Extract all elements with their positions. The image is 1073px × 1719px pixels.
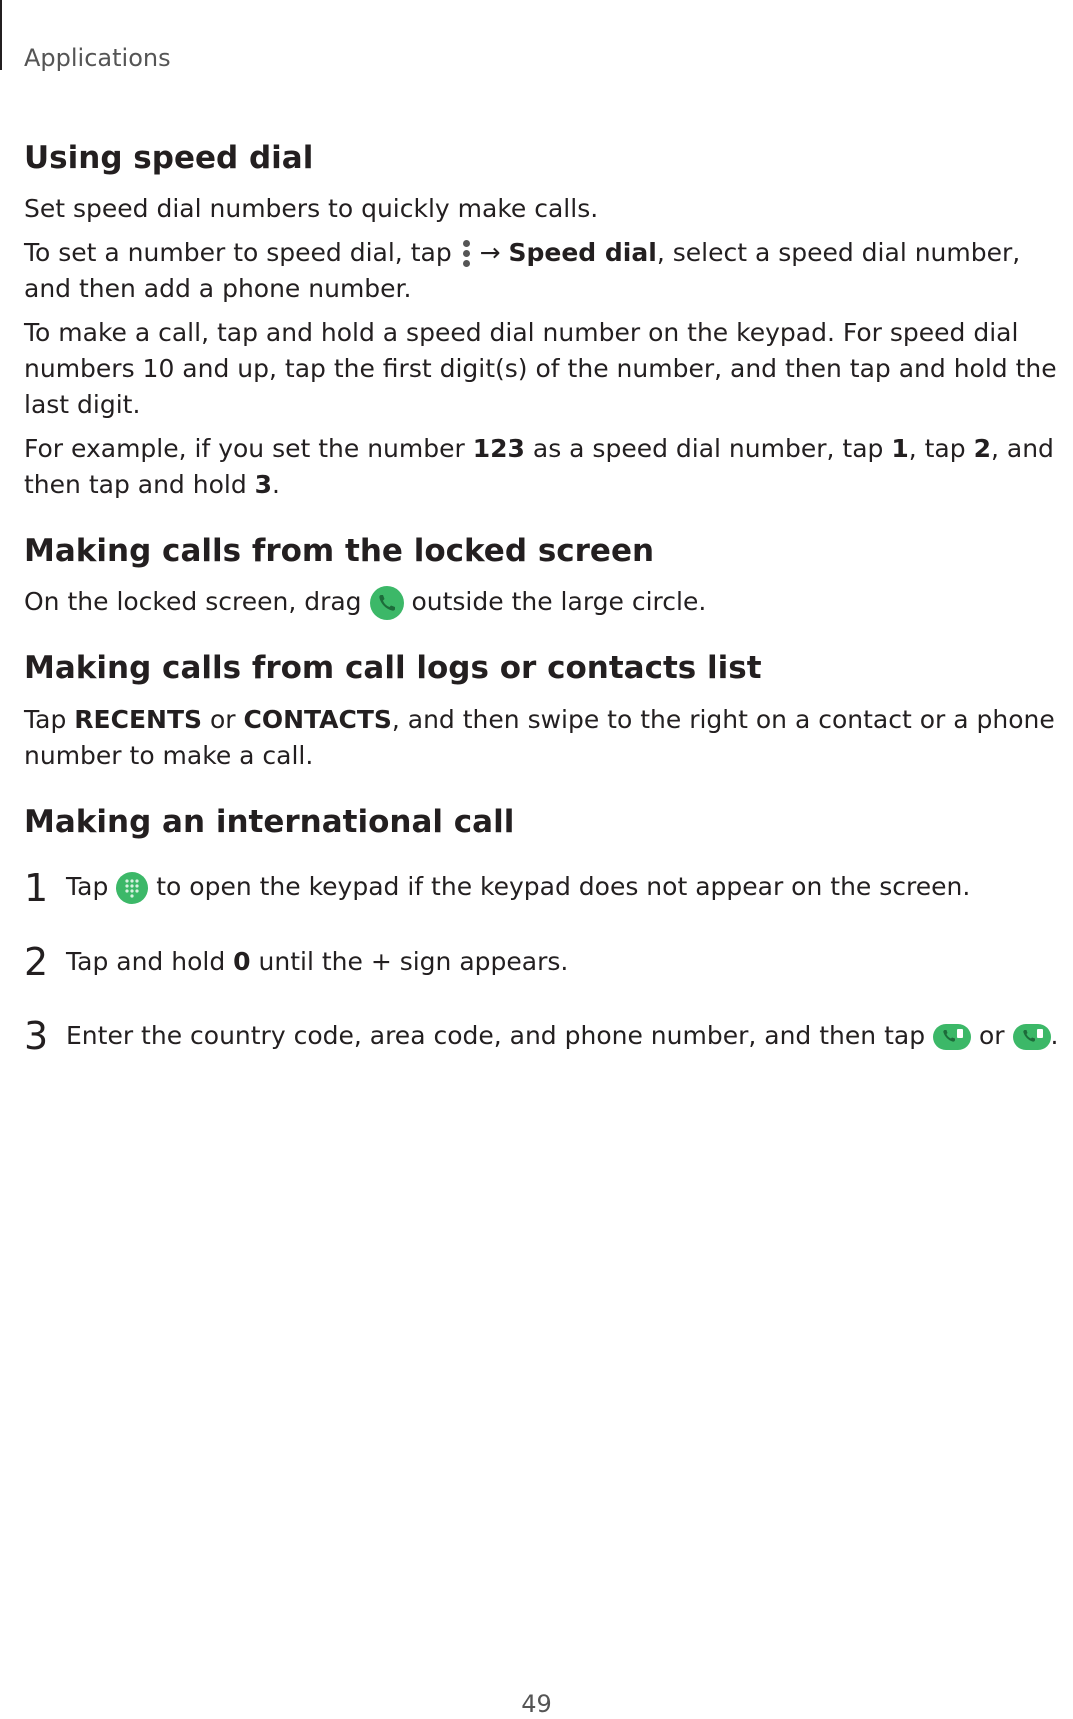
bold-text: 123	[472, 434, 525, 464]
paragraph	[24, 431, 1064, 503]
step-text	[66, 872, 970, 904]
sim1-call-icon	[933, 1024, 971, 1050]
text: until the + sign appears.	[250, 947, 569, 977]
step-number: 3	[24, 1013, 49, 1058]
paragraph	[24, 235, 1064, 307]
text: , select a speed dial number, and then add a phone number.	[24, 238, 1021, 304]
step-text	[66, 1021, 1058, 1050]
text: .	[272, 470, 280, 500]
bold-text: 3	[254, 470, 273, 500]
section-heading: Making calls from call logs or contacts list	[24, 650, 762, 687]
section-international	[24, 804, 1064, 1061]
bold-text: 0	[233, 947, 251, 977]
section-heading: Making an international call	[24, 803, 515, 840]
arrow: →	[479, 238, 501, 268]
text: Enter the country code, area code, and phone number, and then tap	[66, 1021, 926, 1051]
text: .	[1050, 1021, 1059, 1051]
text: For example, if you set the number	[24, 434, 473, 464]
section-heading: Making calls from the locked screen	[24, 533, 655, 570]
main-content	[24, 140, 1064, 1091]
bold-text: RECENTS	[74, 704, 203, 734]
text: or	[978, 1021, 1005, 1051]
paragraph: Set speed dial numbers to quickly make calls.	[24, 194, 599, 224]
page-header: Applications	[24, 44, 171, 72]
text: , and then swipe to the right on a contact or a phone number to make a call.	[24, 704, 1055, 770]
text: To set a number to speed dial, tap	[24, 238, 452, 268]
keypad-icon	[116, 872, 148, 904]
header-rule	[0, 0, 2, 70]
bold-text: 1	[891, 434, 909, 464]
paragraph	[24, 702, 1064, 774]
text: or	[202, 704, 244, 734]
page-number: 49	[521, 1690, 552, 1718]
bold-text: 2	[973, 434, 991, 464]
call-icon	[370, 586, 404, 620]
step-number: 1	[24, 865, 49, 910]
paragraph	[24, 584, 1064, 620]
text: , and then tap and hold	[24, 434, 1054, 500]
section-locked-screen	[24, 533, 1064, 620]
text: as a speed dial number, tap	[524, 434, 892, 464]
text: On the locked screen, drag	[24, 587, 362, 617]
step-1	[24, 863, 1064, 913]
more-options-icon	[460, 238, 472, 270]
section-speed-dial	[24, 140, 1064, 503]
section-heading: Using speed dial	[24, 140, 314, 176]
text: Tap	[66, 871, 109, 901]
paragraph: To make a call, tap and hold a speed dial number on the keypad. For speed dial numbers 10 and up, tap the first digit(s) of the number, and then tap and hold the last digit.	[24, 318, 1057, 420]
section-call-logs	[24, 650, 1064, 773]
text: to open the keypad if the keypad does not appear on the screen.	[156, 871, 971, 901]
text: Tap and hold	[66, 947, 234, 977]
step-2	[24, 937, 1064, 987]
bold-text: Speed dial	[508, 238, 657, 268]
bold-text: CONTACTS	[243, 704, 392, 734]
text: outside the large circle.	[411, 587, 707, 617]
sim2-call-icon	[1013, 1024, 1051, 1050]
step-text	[66, 947, 568, 976]
text: , tap	[908, 434, 974, 464]
text: Tap	[24, 704, 75, 734]
step-3	[24, 1011, 1064, 1061]
step-number: 2	[24, 939, 49, 984]
